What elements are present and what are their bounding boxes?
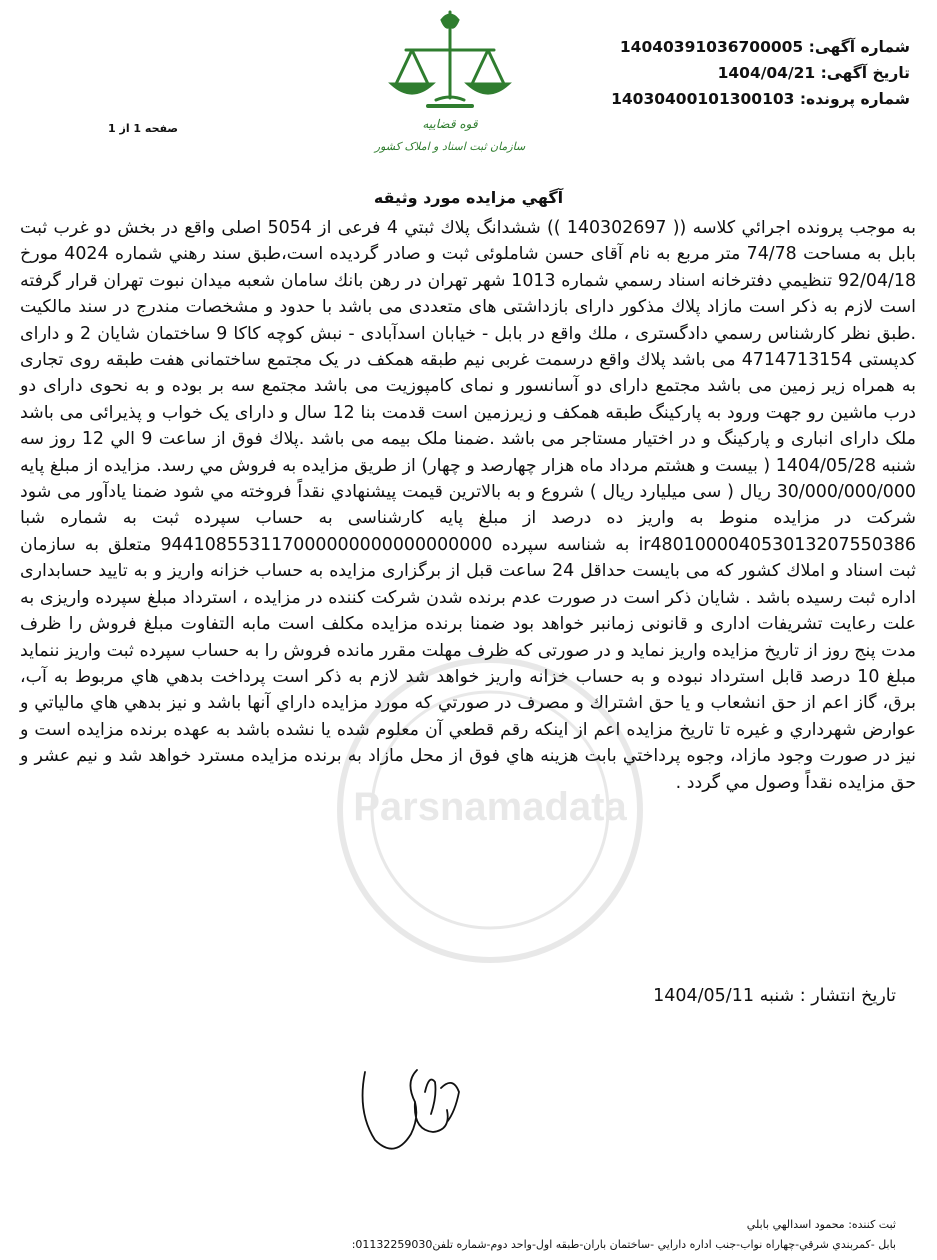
ad-number: 14040391036700005 [619,38,804,56]
publication-label: تاریخ انتشار : [799,986,896,1006]
ad-number-label: شماره آگهی: [808,38,910,56]
emblem-org: سازمان ثبت اسناد و املاک کشور [374,140,526,153]
case-number-label: شماره پرونده: [799,90,910,108]
emblem-caption: قوه قضاييه [422,117,478,131]
ad-date-label: تاریخ آگهی: [820,64,910,82]
registrar-line [0,1218,896,1231]
registrar-name: محمود اسدالهي بابلي [746,1218,845,1231]
case-number-line [560,86,910,112]
case-number: 14030400101300103 [611,90,795,108]
registrar-label: ثبت كننده: [848,1218,896,1231]
page-number: صفحه 1 از 1 [108,122,179,135]
publication-day: شنبه [759,986,795,1006]
office-address: بابل -كمربندي شرقي-چهاراه نواب-جنب اداره دارايي -ساختمان باران-طبقه اول-واحد دوم-شماره تلفن01132259030: [351,1238,896,1251]
signature [355,1052,475,1162]
ad-number-line [560,34,910,60]
ad-date: 1404/04/21 [717,64,816,82]
publication-date: 1404/05/11 [653,986,754,1006]
ad-date-line [560,60,910,86]
ad-body: به موجب پرونده اجرائي كلاسه (( 140302697 )) ششدانگ پلاك ثبتي 4 فرعی از 5054 اصلی واقع در بخش دو غرب ثبت بابل به مساحت 74/78 متر مربع به نام آقای حسن شاملوئی ثبت و صادر گرديده است،طبق سند رهني شماره 4024 مورخ 92/04/18 تنظيمي دفترخانه اسناد رسمي شماره 1013 شهر تهران در رهن بانك سامان شعبه ميدان نبوت تهران قرار گرفته است لازم به ذكر است مازاد پلاك مذكور دارای بازداشتی های متعددی می باشد با حدود و مشخصات مندرج در سند مالكيت .طبق نظر كارشناس رسمي دادگستری ، ملك واقع در بابل - خيابان اسدآبادی - نبش كوچه كاكا 9 ساختمان شايان 2 و دارای كدپستی 4714713154 می باشد پلاك واقع درسمت غربی نيم طبقه همكف در يک مجتمع ساختمانی هفت طبقه روی تجاری به همراه زير زمين می باشد مجتمع دارای دو آسانسور و نمای كامپوزيت می باشد مجتمع سه بر بوده و به نحوی دارای دو درب ماشين رو جهت ورود به پاركينگ طبقه همكف و زيرزمين است قدمت بنا 12 سال و دارای يک خواب و پذيرائی می باشد ملک دارای انباری و پاركينگ و در اختيار مستاجر می باشد .ضمنا ملک بيمه می باشد .پلاك فوق از ساعت 9 الي 12 روز سه شنبه 1404/05/28 ( بيست و هشتم مرداد ماه هزار چهارصد و چهار) از طريق مزايده به فروش مي رسد. مزايده از مبلغ پايه 30/000/000/000 ريال ( سی ميليارد ريال ) شروع و به بالاترين قيمت پيشنهادي نقداً فروخته مي شود ضمنا يادآور می شود شركت در مزايده منوط به واريز ده درصد از مبلغ پايه كارشناسی به حساب سپرده ثبت به شماره شبا ir480100004053013207550386 به شناسه سپرده 944108553117000000000000000000 متعلق به سازمان ثبت اسناد و املاك كشور كه می بايست حداقل 24 ساعت قبل از برگزاری مزايده به حساب خزانه واريز و به تاييد حسابداری اداره ثبت رسيده باشد . شايان ذكر است در صورت عدم برنده شدن شركت كننده در مزايده ، استرداد مبلغ سپرده واريزی به علت رعايت تشريفات اداری و قانونی زمانبر خواهد بود ضمنا برنده مزايده مكلف است مابه التفاوت مبلغ فروش را ظرف مدت پنج روز از تاريخ مزايده واريز نمايد و در صورتی كه ظرف مهلت مقرر مانده فروش را به حساب سپرده ثبت واريز ننمايد مبلغ 10 درصد قابل استرداد نبوده و به حساب خزانه واريز خواهد شد لازم به ذكر است پرداخت بدهي هاي مربوط به آب، برق، گاز اعم از حق انشعاب و يا حق اشتراك و مصرف در صورتي كه مورد مزايده داراي آنها باشد و نيز بدهي هاي مالياتي و عوارض شهرداري و غيره تا تاريخ مزايده اعم از اينكه رقم قطعي آن معلوم شده يا نشده باشد به عهده برنده مزايده است و نيز در صورت وجود مازاد، وجوه پرداختي بابت هزينه هاي فوق از محل مازاد به برنده مزايده مسترد خواهد شد و نيم عشر و حق مزايده نقداً وصول مي گردد . [20,218,917,793]
ad-meta [560,34,910,112]
publication-date-line [0,986,896,1006]
ad-title: آگهي مزايده مورد وثيقه [373,188,564,207]
judiciary-scales-emblem-icon [370,6,530,161]
watermark-text: Parsnamadata [353,785,627,829]
